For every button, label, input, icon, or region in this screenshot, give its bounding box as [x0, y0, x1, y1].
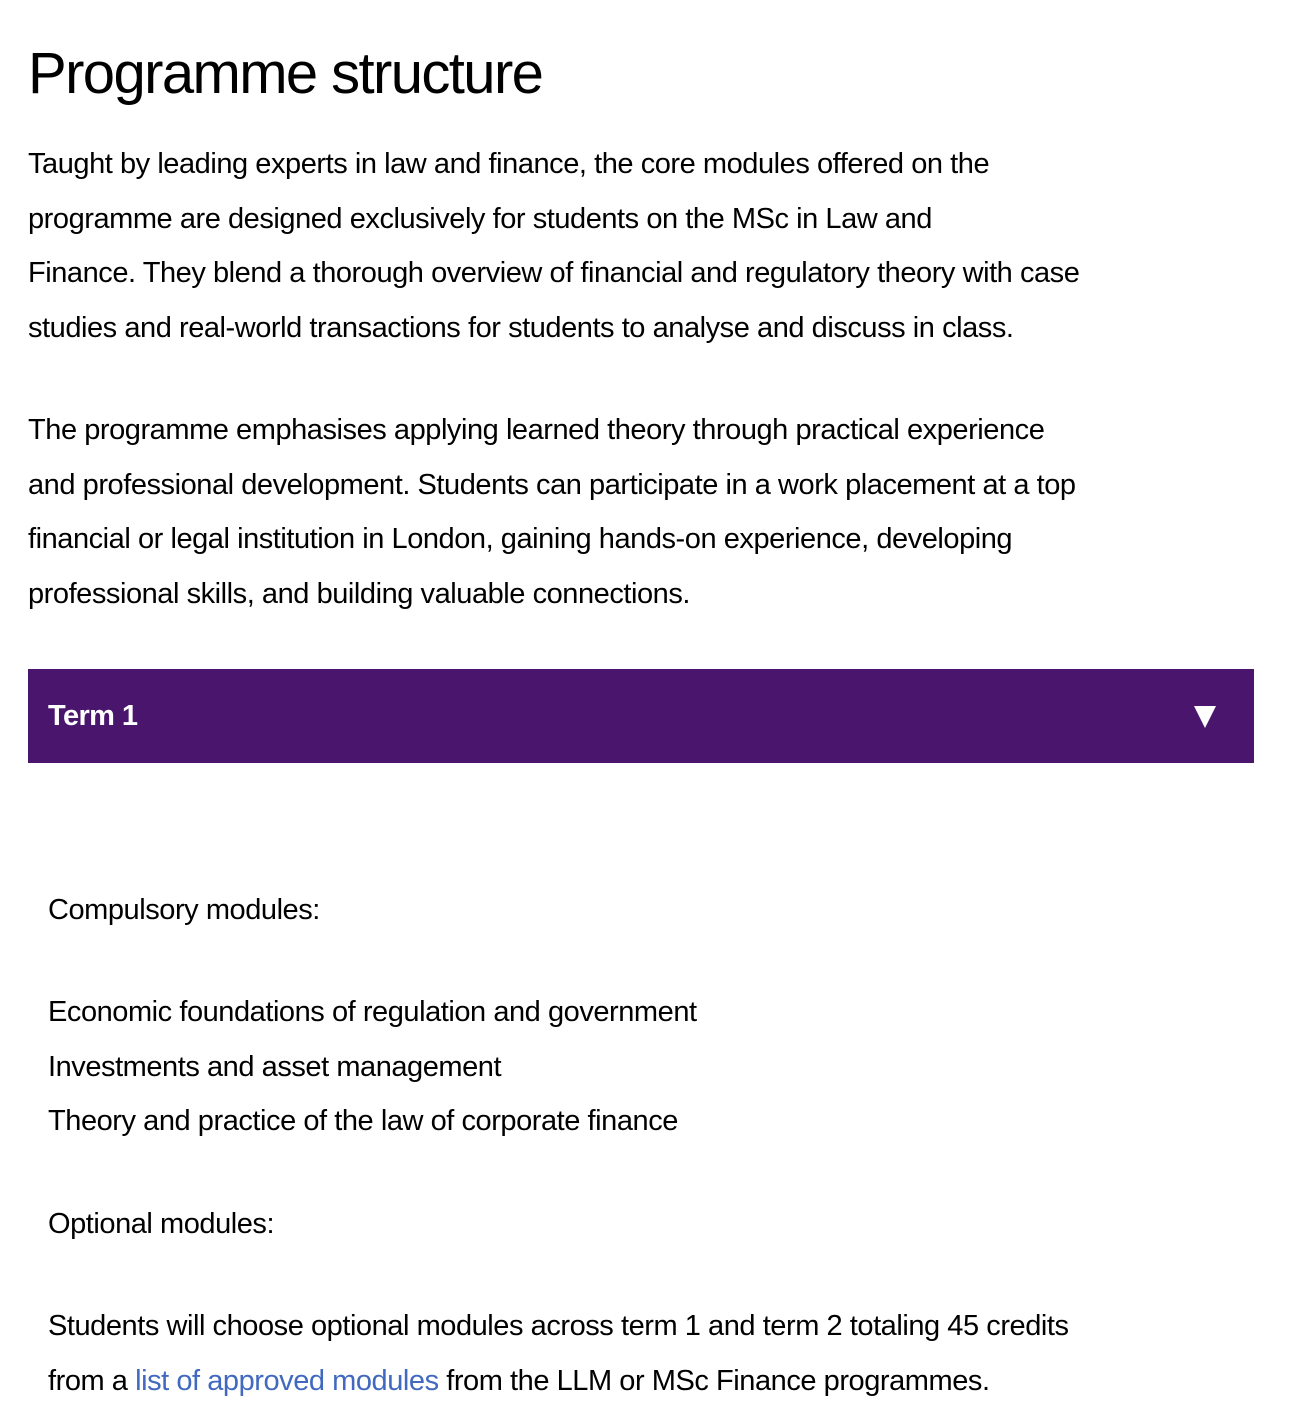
practical-line: The programme emphasises applying learned theory through practical experience [28, 403, 1258, 458]
term-1-accordion-header[interactable] [28, 669, 1254, 763]
intro-line: Taught by leading experts in law and finance, the core modules offered on the [28, 137, 1258, 192]
optional-desc-text: from a [48, 1365, 135, 1397]
optional-modules-label: Optional modules: [48, 1197, 274, 1252]
module-item: Theory and practice of the law of corporate finance [48, 1094, 697, 1149]
optional-desc-line-1: Students will choose optional modules across term 1 and term 2 totaling 45 credits [48, 1299, 1069, 1354]
intro-line: programme are designed exclusively for students on the MSc in Law and [28, 192, 1258, 247]
practical-line: and professional development. Students can participate in a work placement at a top [28, 458, 1258, 513]
practical-experience-paragraph [28, 403, 1258, 621]
term-1-accordion [28, 669, 1254, 763]
practical-line: professional skills, and building valuable connections. [28, 567, 1258, 622]
accordion-title: Term 1 [48, 669, 137, 763]
compulsory-modules-label: Compulsory modules: [48, 883, 320, 938]
triangle-down-icon[interactable] [1194, 706, 1216, 728]
practical-line: financial or legal institution in London, gaining hands-on experience, developing [28, 512, 1258, 567]
compulsory-module-list [48, 985, 697, 1149]
module-item: Investments and asset management [48, 1040, 697, 1095]
optional-modules-description [48, 1299, 1069, 1408]
optional-desc-line-2 [48, 1354, 1069, 1408]
module-item: Economic foundations of regulation and government [48, 985, 697, 1040]
optional-desc-text: from the LLM or MSc Finance programmes. [439, 1365, 990, 1397]
intro-line: Finance. They blend a thorough overview of financial and regulatory theory with case [28, 246, 1258, 301]
intro-paragraph [28, 137, 1258, 355]
page-title: Programme structure [28, 38, 542, 110]
approved-modules-link[interactable]: list of approved modules [135, 1365, 439, 1397]
intro-line: studies and real-world transactions for students to analyse and discuss in class. [28, 301, 1258, 356]
